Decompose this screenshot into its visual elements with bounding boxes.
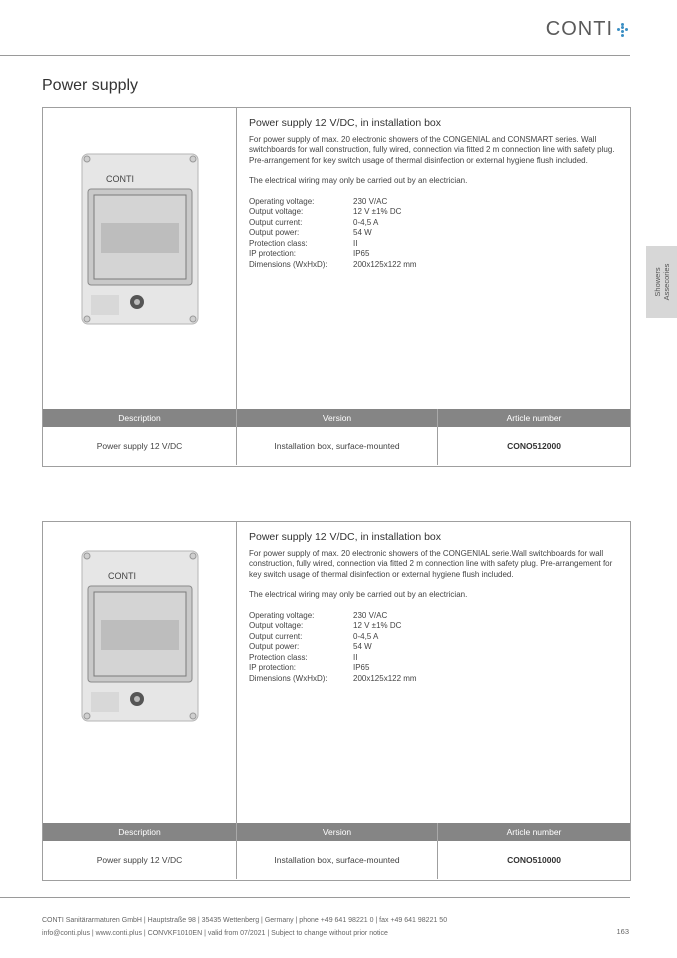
box-logo-label: CONTI (106, 174, 134, 184)
side-tab-label (653, 264, 671, 301)
cell-description: Power supply 12 V/DC (43, 427, 237, 465)
spec-label: Dimensions (WxHxD): (249, 259, 328, 269)
cell-article-number: CONO512000 (507, 441, 561, 451)
spec-value: 54 W (353, 642, 372, 651)
footer-divider (0, 897, 630, 898)
spec-value: II (353, 238, 358, 248)
box-logo-label: CONTI (108, 571, 136, 581)
spec-label: Output current: (249, 631, 303, 641)
spec-value: 0-4,5 A (353, 631, 379, 641)
spec-label: IP protection: (249, 249, 296, 258)
product-card-1 (42, 107, 631, 467)
spec-label: IP protection: (249, 663, 296, 672)
col-article-header: Article number (506, 413, 562, 423)
col-version-header: Version (237, 409, 438, 427)
product-text (249, 118, 621, 270)
product-description: For power supply of max. 20 electronic showers of the CONGENIAL serie.Wall switchboards for wall construction, fully wired, connection via fitted 2 m connection line with safety plug. Pre-arrangement for key switch usage of thermal disinfection or external hygiene flush included. (249, 548, 613, 579)
spec-list (249, 611, 621, 685)
page-title: Power supply (42, 77, 139, 94)
spec-value: 230 V/AC (353, 196, 388, 206)
product-text (249, 532, 621, 684)
side-tab-showers-accessories[interactable] (646, 246, 677, 318)
spec-label: Operating voltage: (249, 610, 315, 620)
spec-label: Output voltage: (249, 621, 304, 630)
footer-address: CONTI Sanitärarmaturen GmbH | Hauptstraße 98 | 35435 Wettenberg | Germany | phone +49 641 98221 0 | fax +49 641 98221 50 (42, 917, 448, 924)
logo-cross-icon (615, 23, 629, 37)
cell-description: Power supply 12 V/DC (43, 841, 237, 879)
col-version-header: Version (237, 823, 438, 841)
spec-label: Output power: (249, 228, 300, 237)
spec-value: 200x125x122 mm (353, 259, 417, 269)
spec-label: Protection class: (249, 652, 308, 662)
spec-value: 54 W (353, 228, 372, 237)
product-heading: Power supply 12 V/DC, in installation box (249, 531, 442, 543)
product-card-2 (42, 521, 631, 881)
spec-label: Operating voltage: (249, 196, 315, 206)
spec-value: 200x125x122 mm (353, 673, 417, 683)
spec-value: 12 V ±1% DC (353, 207, 402, 216)
table-header (43, 409, 630, 427)
footer (42, 914, 447, 940)
spec-value: IP65 (353, 249, 370, 258)
product-description: For power supply of max. 20 electronic showers of the CONGENIAL and CONSMART series. Wall switchboards for wall construction, fully wired, connection via fitted 2 m connection line with safety plug. Pre-arrangement for key switch usage of thermal disinfection or external hygiene flush included. (249, 134, 615, 165)
spec-label: Output voltage: (249, 207, 304, 216)
col-description-header: Description (43, 823, 237, 841)
installation-box-image (81, 550, 199, 722)
conti-logo (546, 18, 629, 41)
spec-list (249, 197, 621, 271)
product-image-cell (43, 522, 237, 823)
cell-article-number: CONO510000 (507, 855, 561, 865)
col-article-header: Article number (506, 827, 562, 837)
spec-label: Dimensions (WxHxD): (249, 673, 328, 683)
cell-version: Installation box, surface-mounted (237, 427, 438, 465)
table-header (43, 823, 630, 841)
col-description-header: Description (43, 409, 237, 427)
side-tab-line2: Assecories (661, 263, 671, 301)
product-heading: Power supply 12 V/DC, in installation box (249, 117, 442, 129)
product-note: The electrical wiring may only be carried out by an electrician. (249, 590, 468, 599)
spec-value: II (353, 652, 358, 662)
spec-label: Protection class: (249, 238, 308, 248)
logo-text: CONTI (545, 18, 613, 40)
footer-contact: info@conti.plus | www.conti.plus | CONVKF1010EN | valid from 07/2021 | Subject to change without prior notice (42, 930, 388, 937)
installation-box-image (81, 153, 199, 325)
page-number: 163 (616, 927, 629, 936)
table-row (43, 841, 630, 879)
spec-label: Output current: (249, 217, 303, 227)
spec-label: Output power: (249, 642, 300, 651)
spec-value: 0-4,5 A (353, 217, 379, 227)
spec-value: IP65 (353, 663, 370, 672)
spec-value: 12 V ±1% DC (353, 621, 402, 630)
cell-version: Installation box, surface-mounted (237, 841, 438, 879)
header-divider (0, 55, 630, 56)
product-note: The electrical wiring may only be carried out by an electrician. (249, 176, 468, 185)
side-tab-line1: Showers (652, 267, 662, 297)
spec-value: 230 V/AC (353, 610, 388, 620)
product-image-cell (43, 108, 237, 409)
table-row (43, 427, 630, 465)
